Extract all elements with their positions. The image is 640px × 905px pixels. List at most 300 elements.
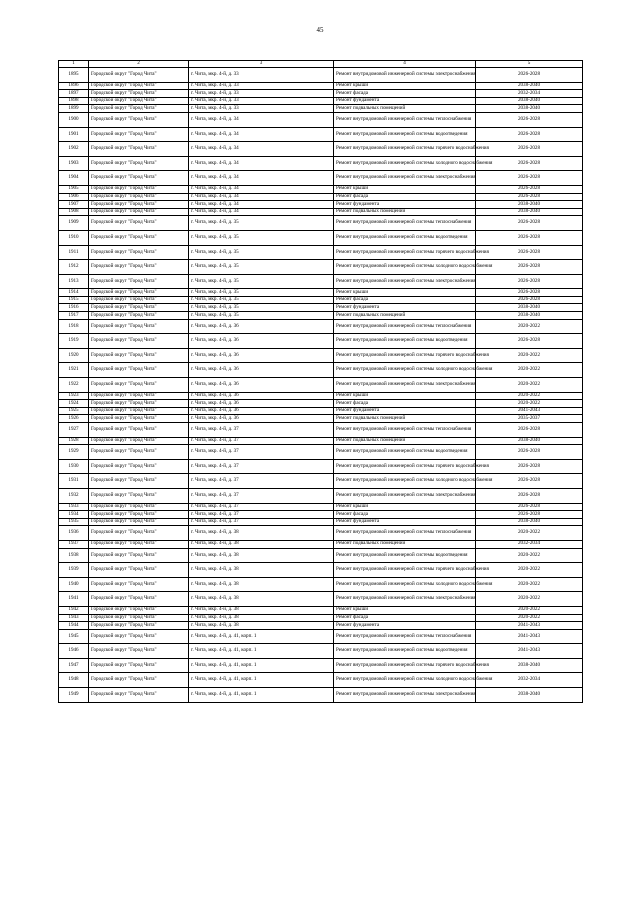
cell-row-number: 1908 bbox=[59, 208, 89, 216]
table-row bbox=[59, 171, 583, 186]
cell-period: 2026-2028 bbox=[476, 503, 583, 511]
cell-row-number: 1918 bbox=[59, 319, 89, 334]
cell-municipality: Городской округ "Город Чита" bbox=[89, 548, 189, 563]
cell-row-number: 1922 bbox=[59, 378, 89, 393]
cell-work-type: Ремонт внутридомовой инженерной системы водоотведения bbox=[334, 445, 476, 460]
table-row bbox=[59, 185, 583, 193]
cell-work-type: Ремонт внутридомовой инженерной системы холодного водоснабжения bbox=[334, 363, 476, 378]
cell-row-number: 1917 bbox=[59, 312, 89, 320]
cell-address: г. Чита, мкр. 4-й, д. 38 bbox=[189, 614, 334, 622]
cell-row-number: 1939 bbox=[59, 563, 89, 578]
cell-municipality: Городской округ "Город Чита" bbox=[89, 622, 189, 630]
cell-work-type: Ремонт фундамента bbox=[334, 97, 476, 105]
cell-row-number: 1930 bbox=[59, 459, 89, 474]
cell-period: 2026-2028 bbox=[476, 445, 583, 460]
cell-municipality: Городской округ "Город Чита" bbox=[89, 474, 189, 489]
cell-row-number: 1924 bbox=[59, 400, 89, 408]
cell-address: г. Чита, мкр. 4-й, д. 41, корп. 1 bbox=[189, 688, 334, 703]
table-row bbox=[59, 614, 583, 622]
cell-address: г. Чита, мкр. 4-й, д. 35 bbox=[189, 312, 334, 320]
cell-work-type: Ремонт внутридомовой инженерной системы водоотведения bbox=[334, 230, 476, 245]
table-row bbox=[59, 644, 583, 659]
cell-period: 2032-2034 bbox=[476, 673, 583, 688]
table-row bbox=[59, 445, 583, 460]
cell-period: 2038-2040 bbox=[476, 97, 583, 105]
cell-period: 2026-2028 bbox=[476, 216, 583, 231]
cell-address: г. Чита, мкр. 4-й, д. 35 bbox=[189, 230, 334, 245]
table-row bbox=[59, 577, 583, 592]
cell-row-number: 1944 bbox=[59, 622, 89, 630]
cell-address: г. Чита, мкр. 4-й, д. 38 bbox=[189, 577, 334, 592]
cell-work-type: Ремонт внутридомовой инженерной системы электроснабжения bbox=[334, 488, 476, 503]
cell-work-type: Ремонт подвальных помещений bbox=[334, 415, 476, 423]
cell-row-number: 1914 bbox=[59, 289, 89, 297]
cell-work-type: Ремонт внутридомовой инженерной системы холодного водоснабжения bbox=[334, 474, 476, 489]
cell-period: 2038-2040 bbox=[476, 105, 583, 113]
table-row bbox=[59, 112, 583, 127]
cell-period: 2026-2028 bbox=[476, 171, 583, 186]
cell-row-number: 1926 bbox=[59, 415, 89, 423]
cell-work-type: Ремонт внутридомовой инженерной системы теплоснабжения bbox=[334, 526, 476, 541]
cell-row-number: 1897 bbox=[59, 90, 89, 98]
cell-work-type: Ремонт фасада bbox=[334, 614, 476, 622]
table-row bbox=[59, 348, 583, 363]
cell-address: г. Чита, мкр. 4-й, д. 37 bbox=[189, 518, 334, 526]
cell-work-type: Ремонт внутридомовой инженерной системы теплоснабжения bbox=[334, 319, 476, 334]
table-row bbox=[59, 82, 583, 90]
cell-work-type: Ремонт подвальных помещений bbox=[334, 208, 476, 216]
cell-row-number: 1901 bbox=[59, 127, 89, 142]
cell-row-number: 1946 bbox=[59, 644, 89, 659]
cell-municipality: Городской округ "Город Чита" bbox=[89, 171, 189, 186]
cell-work-type: Ремонт внутридомовой инженерной системы теплоснабжения bbox=[334, 423, 476, 438]
cell-row-number: 1919 bbox=[59, 334, 89, 349]
table-row bbox=[59, 488, 583, 503]
cell-period: 2038-2040 bbox=[476, 658, 583, 673]
cell-address: г. Чита, мкр. 4-й, д. 41, корп. 1 bbox=[189, 673, 334, 688]
header-col-2: 2 bbox=[89, 61, 189, 68]
cell-municipality: Городской округ "Город Чита" bbox=[89, 127, 189, 142]
table-row bbox=[59, 97, 583, 105]
cell-work-type: Ремонт внутридомовой инженерной системы холодного водоснабжения bbox=[334, 156, 476, 171]
table-body bbox=[59, 68, 583, 703]
cell-municipality: Городской округ "Город Чита" bbox=[89, 348, 189, 363]
table-header bbox=[59, 61, 583, 68]
cell-work-type: Ремонт внутридомовой инженерной системы горячего водоснабжения bbox=[334, 563, 476, 578]
cell-address: г. Чита, мкр. 4-й, д. 35 bbox=[189, 289, 334, 297]
cell-row-number: 1942 bbox=[59, 606, 89, 614]
cell-row-number: 1906 bbox=[59, 193, 89, 201]
cell-address: г. Чита, мкр. 4-й, д. 38 bbox=[189, 548, 334, 563]
cell-work-type: Ремонт фасада bbox=[334, 511, 476, 519]
cell-address: г. Чита, мкр. 4-й, д. 38 bbox=[189, 592, 334, 607]
cell-period: 2026-2028 bbox=[476, 193, 583, 201]
cell-municipality: Городской округ "Город Чита" bbox=[89, 201, 189, 209]
cell-row-number: 1913 bbox=[59, 274, 89, 289]
table-row bbox=[59, 563, 583, 578]
cell-row-number: 1925 bbox=[59, 407, 89, 415]
table-row bbox=[59, 68, 583, 83]
header-row bbox=[59, 61, 583, 68]
cell-period: 2038-2040 bbox=[476, 312, 583, 320]
cell-row-number: 1943 bbox=[59, 614, 89, 622]
cell-address: г. Чита, мкр. 4-й, д. 35 bbox=[189, 260, 334, 275]
cell-municipality: Городской округ "Город Чита" bbox=[89, 363, 189, 378]
cell-address: г. Чита, мкр. 4-й, д. 36 bbox=[189, 400, 334, 408]
cell-work-type: Ремонт крыши bbox=[334, 392, 476, 400]
cell-municipality: Городской округ "Город Чита" bbox=[89, 407, 189, 415]
cell-work-type: Ремонт крыши bbox=[334, 185, 476, 193]
table-row bbox=[59, 193, 583, 201]
cell-municipality: Городской округ "Город Чита" bbox=[89, 82, 189, 90]
table-row bbox=[59, 437, 583, 445]
cell-work-type: Ремонт внутридомовой инженерной системы электроснабжения bbox=[334, 171, 476, 186]
cell-row-number: 1910 bbox=[59, 230, 89, 245]
cell-address: г. Чита, мкр. 4-й, д. 37 bbox=[189, 423, 334, 438]
table-row bbox=[59, 105, 583, 113]
cell-municipality: Городской округ "Город Чита" bbox=[89, 437, 189, 445]
table-row bbox=[59, 629, 583, 644]
cell-address: г. Чита, мкр. 4-й, д. 35 bbox=[189, 304, 334, 312]
cell-municipality: Городской округ "Город Чита" bbox=[89, 105, 189, 113]
cell-row-number: 1895 bbox=[59, 68, 89, 83]
cell-period: 2038-2040 bbox=[476, 518, 583, 526]
cell-address: г. Чита, мкр. 4-й, д. 38 bbox=[189, 526, 334, 541]
cell-municipality: Городской округ "Город Чита" bbox=[89, 658, 189, 673]
cell-period: 2026-2028 bbox=[476, 260, 583, 275]
cell-address: г. Чита, мкр. 4-й, д. 33 bbox=[189, 105, 334, 113]
cell-municipality: Городской округ "Город Чита" bbox=[89, 193, 189, 201]
cell-work-type: Ремонт внутридомовой инженерной системы горячего водоснабжения bbox=[334, 658, 476, 673]
table-row bbox=[59, 319, 583, 334]
cell-address: г. Чита, мкр. 4-й, д. 34 bbox=[189, 171, 334, 186]
cell-period: 2026-2028 bbox=[476, 488, 583, 503]
cell-work-type: Ремонт внутридомовой инженерной системы электроснабжения bbox=[334, 378, 476, 393]
table-row bbox=[59, 415, 583, 423]
cell-period: 2026-2028 bbox=[476, 274, 583, 289]
cell-municipality: Городской округ "Город Чита" bbox=[89, 644, 189, 659]
cell-municipality: Городской округ "Город Чита" bbox=[89, 423, 189, 438]
cell-period: 2038-2040 bbox=[476, 201, 583, 209]
cell-address: г. Чита, мкр. 4-й, д. 36 bbox=[189, 407, 334, 415]
cell-work-type: Ремонт фасада bbox=[334, 193, 476, 201]
table-row bbox=[59, 518, 583, 526]
cell-work-type: Ремонт внутридомовой инженерной системы теплоснабжения bbox=[334, 112, 476, 127]
page-number: 45 bbox=[316, 26, 324, 34]
cell-municipality: Городской округ "Город Чита" bbox=[89, 526, 189, 541]
table-row bbox=[59, 606, 583, 614]
table-row bbox=[59, 260, 583, 275]
table-row bbox=[59, 423, 583, 438]
cell-period: 2020-2022 bbox=[476, 614, 583, 622]
cell-work-type: Ремонт фасада bbox=[334, 90, 476, 98]
cell-address: г. Чита, мкр. 4-й, д. 36 bbox=[189, 363, 334, 378]
cell-work-type: Ремонт внутридомовой инженерной системы холодного водоснабжения bbox=[334, 577, 476, 592]
cell-row-number: 1940 bbox=[59, 577, 89, 592]
cell-work-type: Ремонт фасада bbox=[334, 296, 476, 304]
cell-period: 2026-2028 bbox=[476, 112, 583, 127]
cell-row-number: 1933 bbox=[59, 503, 89, 511]
table-row bbox=[59, 230, 583, 245]
cell-row-number: 1907 bbox=[59, 201, 89, 209]
cell-municipality: Городской округ "Город Чита" bbox=[89, 688, 189, 703]
cell-address: г. Чита, мкр. 4-й, д. 35 bbox=[189, 274, 334, 289]
cell-period: 2020-2022 bbox=[476, 577, 583, 592]
table-row bbox=[59, 503, 583, 511]
cell-period: 2038-2040 bbox=[476, 688, 583, 703]
cell-municipality: Городской округ "Город Чита" bbox=[89, 68, 189, 83]
cell-municipality: Городской округ "Город Чита" bbox=[89, 673, 189, 688]
cell-work-type: Ремонт внутридомовой инженерной системы водоотведения bbox=[334, 127, 476, 142]
cell-period: 2020-2022 bbox=[476, 592, 583, 607]
table-row bbox=[59, 296, 583, 304]
cell-work-type: Ремонт внутридомовой инженерной системы горячего водоснабжения bbox=[334, 459, 476, 474]
table-row bbox=[59, 407, 583, 415]
table-row bbox=[59, 592, 583, 607]
table-row bbox=[59, 334, 583, 349]
table-row bbox=[59, 245, 583, 260]
cell-work-type: Ремонт внутридомовой инженерной системы водоотведения bbox=[334, 644, 476, 659]
cell-work-type: Ремонт внутридомовой инженерной системы холодного водоснабжения bbox=[334, 260, 476, 275]
cell-row-number: 1900 bbox=[59, 112, 89, 127]
cell-row-number: 1928 bbox=[59, 437, 89, 445]
cell-period: 2026-2028 bbox=[476, 230, 583, 245]
cell-municipality: Городской округ "Город Чита" bbox=[89, 592, 189, 607]
cell-period: 2041-2043 bbox=[476, 622, 583, 630]
cell-address: г. Чита, мкр. 4-й, д. 36 bbox=[189, 415, 334, 423]
cell-period: 2026-2028 bbox=[476, 423, 583, 438]
cell-municipality: Городской округ "Город Чита" bbox=[89, 577, 189, 592]
cell-row-number: 1905 bbox=[59, 185, 89, 193]
cell-work-type: Ремонт фундамента bbox=[334, 622, 476, 630]
table-row bbox=[59, 673, 583, 688]
cell-municipality: Городской округ "Город Чита" bbox=[89, 156, 189, 171]
cell-work-type: Ремонт фасада bbox=[334, 400, 476, 408]
cell-address: г. Чита, мкр. 4-й, д. 35 bbox=[189, 296, 334, 304]
cell-row-number: 1912 bbox=[59, 260, 89, 275]
cell-municipality: Городской округ "Город Чита" bbox=[89, 312, 189, 320]
cell-address: г. Чита, мкр. 4-й, д. 34 bbox=[189, 127, 334, 142]
cell-row-number: 1935 bbox=[59, 518, 89, 526]
cell-period: 2020-2022 bbox=[476, 400, 583, 408]
table-row bbox=[59, 622, 583, 630]
cell-period: 2041-2043 bbox=[476, 629, 583, 644]
cell-address: г. Чита, мкр. 4-й, д. 37 bbox=[189, 459, 334, 474]
cell-row-number: 1920 bbox=[59, 348, 89, 363]
cell-address: г. Чита, мкр. 4-й, д. 38 bbox=[189, 606, 334, 614]
cell-municipality: Городской округ "Город Чита" bbox=[89, 540, 189, 548]
cell-address: г. Чита, мкр. 4-й, д. 41, корп. 1 bbox=[189, 644, 334, 659]
cell-work-type: Ремонт подвальных помещений bbox=[334, 105, 476, 113]
cell-address: г. Чита, мкр. 4-й, д. 34 bbox=[189, 185, 334, 193]
cell-row-number: 1931 bbox=[59, 474, 89, 489]
cell-work-type: Ремонт внутридомовой инженерной системы горячего водоснабжения bbox=[334, 245, 476, 260]
cell-row-number: 1927 bbox=[59, 423, 89, 438]
cell-row-number: 1904 bbox=[59, 171, 89, 186]
cell-period: 2038-2040 bbox=[476, 437, 583, 445]
cell-work-type: Ремонт фундамента bbox=[334, 201, 476, 209]
cell-work-type: Ремонт крыши bbox=[334, 606, 476, 614]
cell-work-type: Ремонт внутридомовой инженерной системы водоотведения bbox=[334, 334, 476, 349]
cell-row-number: 1909 bbox=[59, 216, 89, 231]
cell-address: г. Чита, мкр. 4-й, д. 41, корп. 1 bbox=[189, 629, 334, 644]
cell-municipality: Городской округ "Город Чита" bbox=[89, 112, 189, 127]
cell-work-type: Ремонт подвальных помещений bbox=[334, 437, 476, 445]
cell-municipality: Городской округ "Город Чита" bbox=[89, 614, 189, 622]
cell-address: г. Чита, мкр. 4-й, д. 36 bbox=[189, 392, 334, 400]
table-row bbox=[59, 127, 583, 142]
cell-municipality: Городской округ "Город Чита" bbox=[89, 208, 189, 216]
cell-municipality: Городской округ "Город Чита" bbox=[89, 274, 189, 289]
cell-work-type: Ремонт крыши bbox=[334, 289, 476, 297]
cell-address: г. Чита, мкр. 4-й, д. 37 bbox=[189, 445, 334, 460]
cell-period: 2026-2028 bbox=[476, 127, 583, 142]
cell-period: 2026-2028 bbox=[476, 334, 583, 349]
cell-row-number: 1898 bbox=[59, 97, 89, 105]
header-col-5: 5 bbox=[476, 61, 583, 68]
cell-row-number: 1899 bbox=[59, 105, 89, 113]
cell-period: 2032-2034 bbox=[476, 540, 583, 548]
cell-row-number: 1911 bbox=[59, 245, 89, 260]
cell-municipality: Городской округ "Город Чита" bbox=[89, 90, 189, 98]
capital-repair-schedule-table bbox=[58, 60, 583, 703]
cell-municipality: Городской округ "Город Чита" bbox=[89, 216, 189, 231]
cell-address: г. Чита, мкр. 4-й, д. 37 bbox=[189, 474, 334, 489]
header-col-1: 1 bbox=[59, 61, 89, 68]
cell-period: 2026-2028 bbox=[476, 156, 583, 171]
cell-municipality: Городской округ "Город Чита" bbox=[89, 511, 189, 519]
cell-municipality: Городской округ "Город Чита" bbox=[89, 260, 189, 275]
cell-address: г. Чита, мкр. 4-й, д. 36 bbox=[189, 319, 334, 334]
cell-period: 2020-2022 bbox=[476, 392, 583, 400]
cell-work-type: Ремонт внутридомовой инженерной системы электроснабжения bbox=[334, 274, 476, 289]
cell-row-number: 1936 bbox=[59, 526, 89, 541]
cell-municipality: Городской округ "Город Чита" bbox=[89, 319, 189, 334]
cell-period: 2035-2037 bbox=[476, 415, 583, 423]
cell-period: 2026-2028 bbox=[476, 296, 583, 304]
table-row bbox=[59, 459, 583, 474]
table-row bbox=[59, 142, 583, 157]
table-row bbox=[59, 526, 583, 541]
cell-period: 2041-2043 bbox=[476, 407, 583, 415]
cell-row-number: 1945 bbox=[59, 629, 89, 644]
cell-period: 2026-2028 bbox=[476, 459, 583, 474]
cell-work-type: Ремонт крыши bbox=[334, 503, 476, 511]
cell-municipality: Городской округ "Город Чита" bbox=[89, 503, 189, 511]
cell-address: г. Чита, мкр. 4-й, д. 37 bbox=[189, 511, 334, 519]
cell-address: г. Чита, мкр. 4-й, д. 35 bbox=[189, 245, 334, 260]
cell-municipality: Городской округ "Город Чита" bbox=[89, 400, 189, 408]
cell-row-number: 1915 bbox=[59, 296, 89, 304]
cell-work-type: Ремонт внутридомовой инженерной системы теплоснабжения bbox=[334, 216, 476, 231]
cell-municipality: Городской округ "Город Чита" bbox=[89, 334, 189, 349]
cell-period: 2026-2028 bbox=[476, 142, 583, 157]
cell-period: 2041-2043 bbox=[476, 644, 583, 659]
cell-municipality: Городской округ "Город Чита" bbox=[89, 445, 189, 460]
cell-work-type: Ремонт внутридомовой инженерной системы холодного водоснабжения bbox=[334, 673, 476, 688]
cell-municipality: Городской округ "Город Чита" bbox=[89, 488, 189, 503]
cell-address: г. Чита, мкр. 4-й, д. 38 bbox=[189, 540, 334, 548]
cell-work-type: Ремонт внутридомовой инженерной системы горячего водоснабжения bbox=[334, 142, 476, 157]
cell-work-type: Ремонт внутридомовой инженерной системы электроснабжения bbox=[334, 68, 476, 83]
cell-address: г. Чита, мкр. 4-й, д. 36 bbox=[189, 334, 334, 349]
cell-municipality: Городской округ "Город Чита" bbox=[89, 97, 189, 105]
cell-row-number: 1941 bbox=[59, 592, 89, 607]
cell-municipality: Городской округ "Город Чита" bbox=[89, 296, 189, 304]
cell-period: 2026-2028 bbox=[476, 474, 583, 489]
cell-address: г. Чита, мкр. 4-й, д. 37 bbox=[189, 488, 334, 503]
cell-municipality: Городской округ "Город Чита" bbox=[89, 459, 189, 474]
cell-municipality: Городской округ "Город Чита" bbox=[89, 629, 189, 644]
cell-municipality: Городской округ "Город Чита" bbox=[89, 563, 189, 578]
cell-municipality: Городской округ "Город Чита" bbox=[89, 304, 189, 312]
cell-work-type: Ремонт фундамента bbox=[334, 518, 476, 526]
cell-address: г. Чита, мкр. 4-й, д. 33 bbox=[189, 90, 334, 98]
cell-work-type: Ремонт подвальных помещений bbox=[334, 312, 476, 320]
table-row bbox=[59, 688, 583, 703]
cell-row-number: 1937 bbox=[59, 540, 89, 548]
cell-row-number: 1921 bbox=[59, 363, 89, 378]
table-row bbox=[59, 312, 583, 320]
table-row bbox=[59, 658, 583, 673]
header-col-4: 4 bbox=[334, 61, 476, 68]
table-row bbox=[59, 156, 583, 171]
cell-work-type: Ремонт внутридомовой инженерной системы горячего водоснабжения bbox=[334, 348, 476, 363]
cell-period: 2020-2022 bbox=[476, 526, 583, 541]
cell-row-number: 1903 bbox=[59, 156, 89, 171]
cell-work-type: Ремонт внутридомовой инженерной системы электроснабжения bbox=[334, 688, 476, 703]
cell-municipality: Городской округ "Город Чита" bbox=[89, 378, 189, 393]
cell-period: 2026-2028 bbox=[476, 511, 583, 519]
cell-address: г. Чита, мкр. 4-й, д. 33 bbox=[189, 97, 334, 105]
table-row bbox=[59, 474, 583, 489]
cell-row-number: 1938 bbox=[59, 548, 89, 563]
cell-period: 2020-2022 bbox=[476, 319, 583, 334]
cell-period: 2020-2022 bbox=[476, 378, 583, 393]
table-row bbox=[59, 548, 583, 563]
cell-work-type: Ремонт фундамента bbox=[334, 407, 476, 415]
cell-period: 2038-2040 bbox=[476, 304, 583, 312]
table-row bbox=[59, 363, 583, 378]
cell-address: г. Чита, мкр. 4-й, д. 36 bbox=[189, 348, 334, 363]
table-row bbox=[59, 216, 583, 231]
table-row bbox=[59, 540, 583, 548]
cell-period: 2038-2040 bbox=[476, 208, 583, 216]
cell-row-number: 1947 bbox=[59, 658, 89, 673]
cell-address: г. Чита, мкр. 4-й, д. 33 bbox=[189, 82, 334, 90]
cell-address: г. Чита, мкр. 4-й, д. 38 bbox=[189, 563, 334, 578]
cell-address: г. Чита, мкр. 4-й, д. 37 bbox=[189, 503, 334, 511]
cell-address: г. Чита, мкр. 4-й, д. 34 bbox=[189, 142, 334, 157]
cell-period: 2026-2028 bbox=[476, 289, 583, 297]
cell-period: 2020-2022 bbox=[476, 348, 583, 363]
cell-municipality: Городской округ "Город Чита" bbox=[89, 392, 189, 400]
cell-work-type: Ремонт внутридомовой инженерной системы водоотведения bbox=[334, 548, 476, 563]
header-col-3: 3 bbox=[189, 61, 334, 68]
cell-work-type: Ремонт подвальных помещений bbox=[334, 540, 476, 548]
table-row bbox=[59, 378, 583, 393]
cell-address: г. Чита, мкр. 4-й, д. 38 bbox=[189, 622, 334, 630]
table-row bbox=[59, 304, 583, 312]
cell-period: 2020-2022 bbox=[476, 563, 583, 578]
table-row bbox=[59, 208, 583, 216]
cell-municipality: Городской округ "Город Чита" bbox=[89, 230, 189, 245]
cell-period: 2020-2022 bbox=[476, 363, 583, 378]
cell-period: 2032-2034 bbox=[476, 90, 583, 98]
cell-row-number: 1916 bbox=[59, 304, 89, 312]
cell-address: г. Чита, мкр. 4-й, д. 34 bbox=[189, 201, 334, 209]
cell-address: г. Чита, мкр. 4-й, д. 34 bbox=[189, 208, 334, 216]
